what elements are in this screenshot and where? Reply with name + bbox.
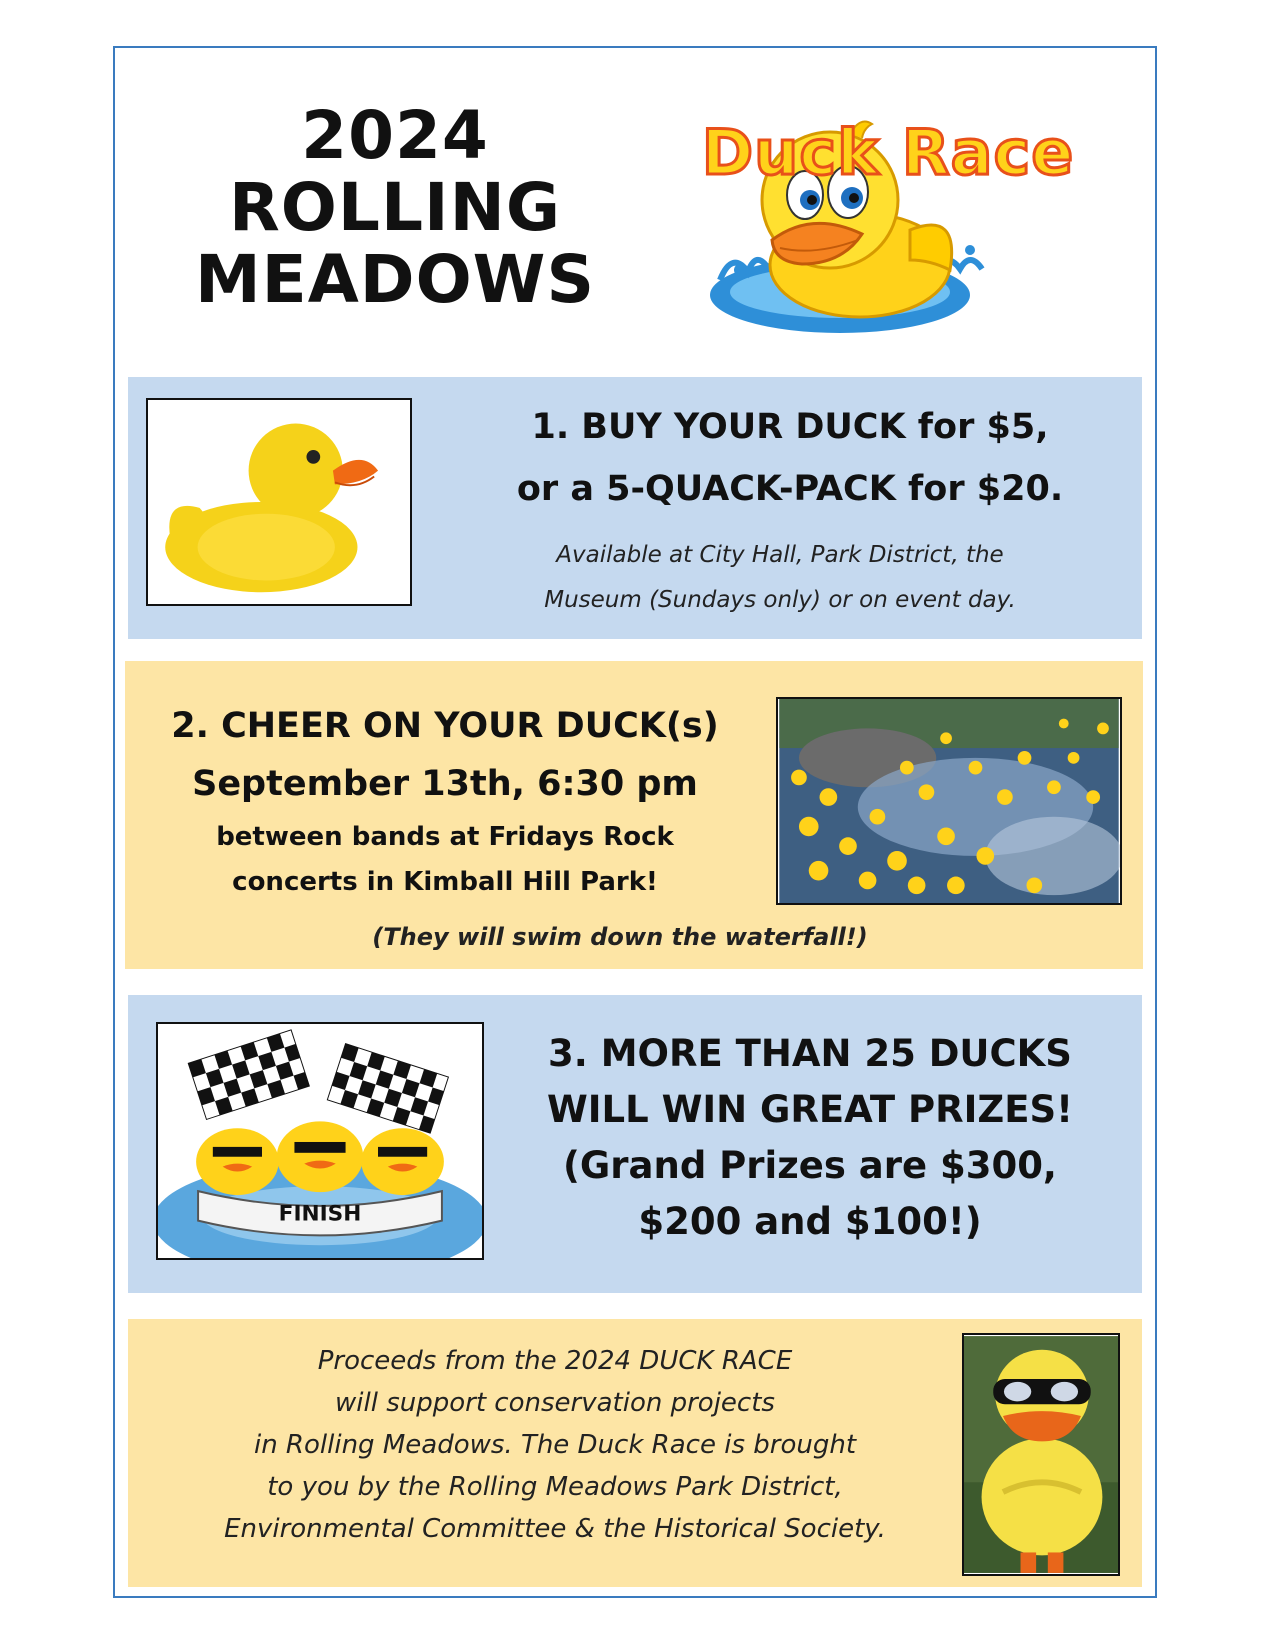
step1-sub-line1: Available at City Hall, Park District, the	[556, 542, 1004, 568]
footer-line1: Proceeds from the 2024 DUCK RACE	[317, 1346, 793, 1376]
finish-banner-text: FINISH	[278, 1201, 362, 1227]
step1-heading-line2: or a 5-QUACK-PACK for $20.	[516, 469, 1064, 509]
step2-sub-line2: concerts in Kimball Hill Park!	[232, 867, 658, 897]
step1-subtext	[470, 533, 1090, 623]
step2-note: (They will swim down the waterfall!)	[372, 923, 868, 951]
step3-heading-line1: 3. MORE THAN 25 DUCKS	[548, 1032, 1072, 1075]
footer-text	[150, 1340, 960, 1550]
step2-heading-line1: 2. CHEER ON YOUR DUCK(s)	[171, 706, 719, 746]
step3-heading-line2: WILL WIN GREAT PRIZES!	[546, 1088, 1074, 1131]
poster-title	[135, 97, 655, 318]
step1-sub-line2: Museum (Sundays only) or on event day.	[544, 587, 1016, 613]
footer-line3: in Rolling Meadows. The Duck Race is brought	[253, 1430, 857, 1460]
title-year: 2024	[301, 97, 489, 174]
step2-heading	[135, 703, 755, 807]
step3-heading-line3: (Grand Prizes are $300,	[562, 1144, 1057, 1187]
footer-line5: Environmental Committee & the Historical Society.	[224, 1514, 886, 1544]
step2-sub-line1: between bands at Fridays Rock	[216, 822, 674, 852]
duck-pond-photo-icon	[776, 697, 1122, 905]
step3-heading	[500, 1030, 1120, 1246]
step2-heading-line2: September 13th, 6:30 pm	[192, 764, 698, 804]
step1-heading-line1: 1. BUY YOUR DUCK for $5,	[531, 407, 1049, 447]
rubber-duck-photo-icon	[146, 398, 412, 606]
step1-heading	[470, 404, 1110, 512]
title-city-line2: MEADOWS	[194, 241, 596, 318]
duck-race-logo-text: Duck Race	[701, 116, 1075, 189]
footer-line4: to you by the Rolling Meadows Park District,	[267, 1472, 843, 1502]
step2-subtext	[135, 815, 755, 905]
duck-mascot-photo-icon	[962, 1333, 1120, 1576]
step3-heading-line4: $200 and $100!)	[638, 1200, 982, 1243]
footer-line2: will support conservation projects	[335, 1388, 775, 1418]
title-city-line1: ROLLING	[228, 169, 561, 246]
finish-ducks-illustration-icon	[156, 1022, 484, 1260]
